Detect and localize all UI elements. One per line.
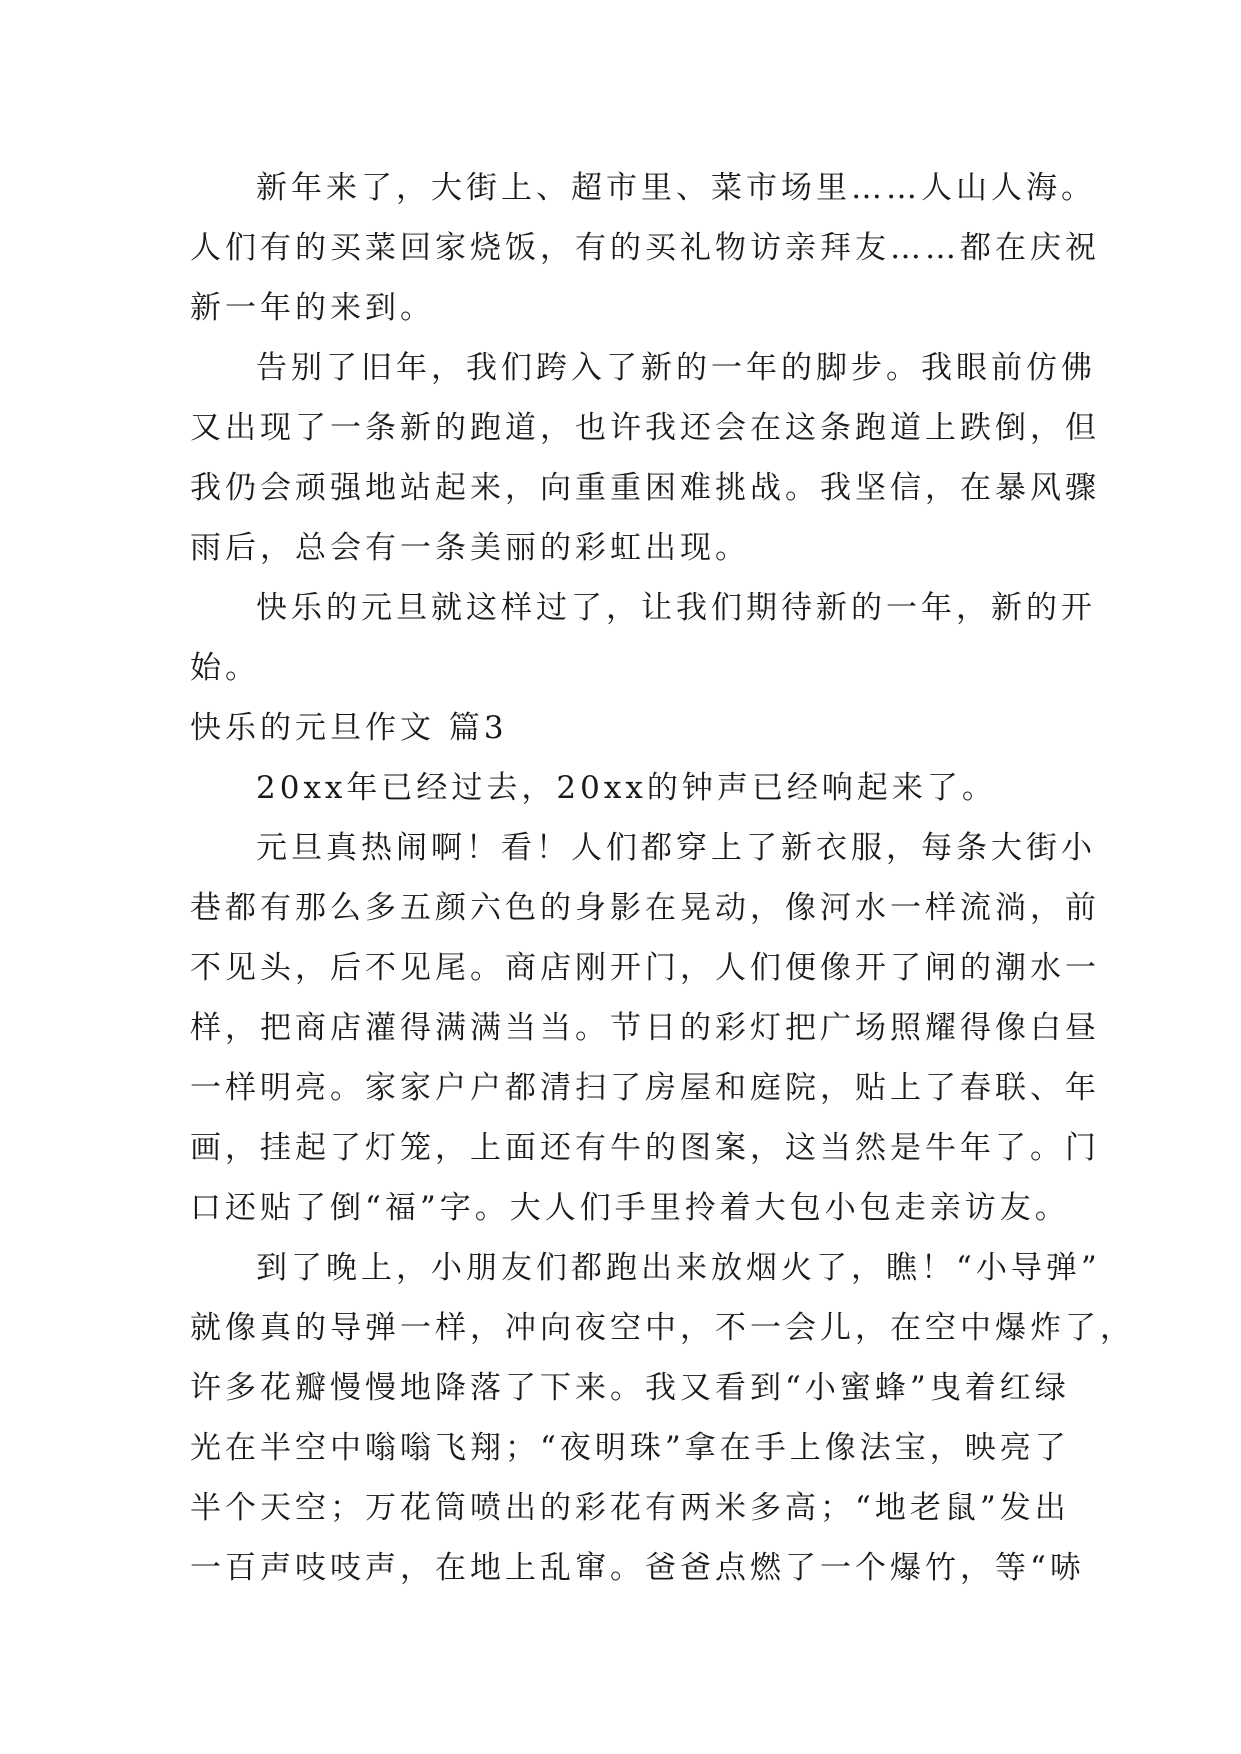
text-line: 新一年的来到。 bbox=[190, 290, 435, 326]
text-line: 一百声吱吱声，在地上乱窜。爸爸点燃了一个爆竹，等“哧 bbox=[190, 1550, 1085, 1586]
text-line: 不见头，后不见尾。商店刚开门，人们便像开了闸的潮水一 bbox=[190, 950, 1100, 986]
text-line: 一样明亮。家家户户都清扫了房屋和庭院，贴上了春联、年 bbox=[190, 1070, 1100, 1106]
text-line: 又出现了一条新的跑道，也许我还会在这条跑道上跌倒，但 bbox=[190, 410, 1100, 446]
text-line: 快乐的元旦就这样过了，让我们期待新的一年，新的开 bbox=[256, 590, 1096, 626]
text-line: 20xx年已经过去，20xx的钟声已经响起来了。 bbox=[256, 770, 997, 806]
text-line: 人们有的买菜回家烧饭，有的买礼物访亲拜友……都在庆祝 bbox=[190, 230, 1100, 266]
text-line: 始。 bbox=[190, 650, 260, 686]
text-line: 半个天空；万花筒喷出的彩花有两米多高；“地老鼠”发出 bbox=[190, 1490, 1070, 1526]
text-line: 到了晚上，小朋友们都跑出来放烟火了，瞧！“小导弹” bbox=[256, 1250, 1101, 1286]
section-heading: 快乐的元旦作文 篇3 bbox=[190, 710, 508, 746]
essay-body bbox=[190, 158, 1135, 1598]
text-line: 许多花瓣慢慢地降落了下来。我又看到“小蜜蜂”曳着红绿 bbox=[190, 1370, 1070, 1406]
text-line: 巷都有那么多五颜六色的身影在晃动，像河水一样流淌，前 bbox=[190, 890, 1100, 926]
text-line: 样，把商店灌得满满当当。节日的彩灯把广场照耀得像白昼 bbox=[190, 1010, 1100, 1046]
text-line: 我仍会顽强地站起来，向重重困难挑战。我坚信，在暴风骤 bbox=[190, 470, 1100, 506]
text-line: 画，挂起了灯笼，上面还有牛的图案，这当然是牛年了。门 bbox=[190, 1130, 1100, 1166]
text-line: 新年来了，大街上、超市里、菜市场里……人山人海。 bbox=[256, 170, 1096, 206]
text-line: 口还贴了倒“福”字。大人们手里拎着大包小包走亲访友。 bbox=[190, 1190, 1070, 1226]
text-line: 告别了旧年，我们跨入了新的一年的脚步。我眼前仿佛 bbox=[256, 350, 1096, 386]
text-line: 光在半空中嗡嗡飞翔；“夜明珠”拿在手上像法宝，映亮了 bbox=[190, 1430, 1070, 1466]
text-line: 就像真的导弹一样，冲向夜空中，不一会儿，在空中爆炸了， bbox=[190, 1310, 1135, 1346]
text-line: 雨后，总会有一条美丽的彩虹出现。 bbox=[190, 530, 750, 566]
text-line: 元旦真热闹啊！看！人们都穿上了新衣服，每条大街小 bbox=[256, 830, 1096, 866]
